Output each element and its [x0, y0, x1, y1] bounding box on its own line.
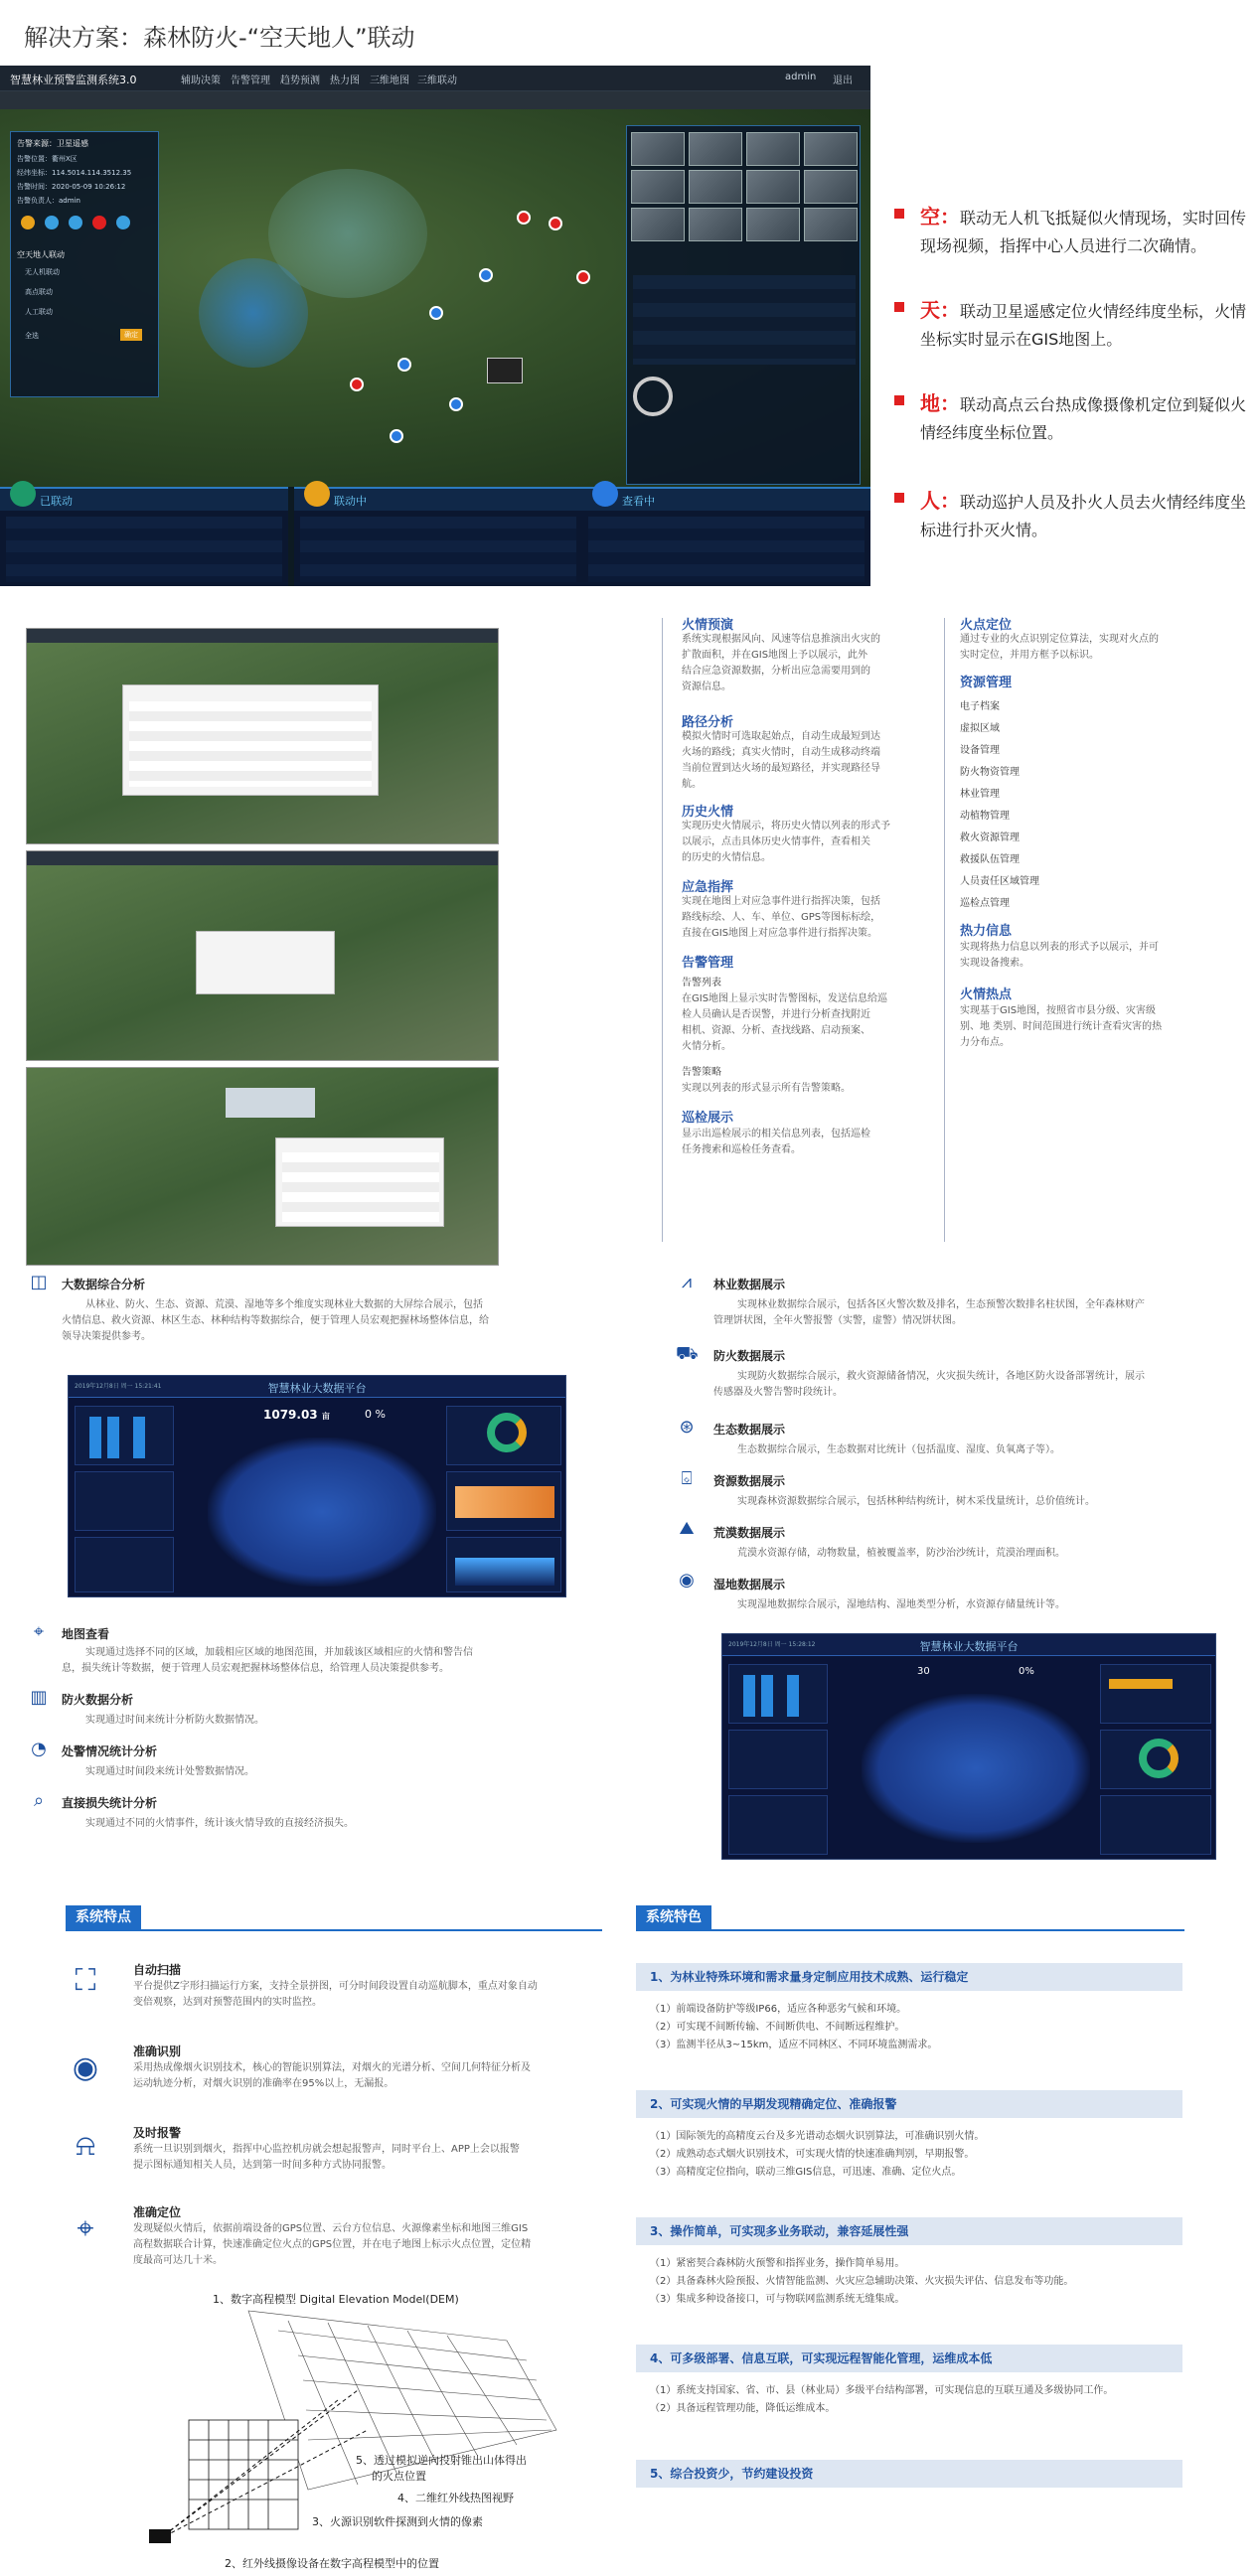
alarm-marker-icon[interactable] [517, 211, 531, 225]
bullet-people [894, 487, 1252, 546]
nav-item[interactable]: 三维地图 [370, 76, 409, 86]
camera-icon[interactable] [45, 216, 59, 229]
bigdata-dashboard [68, 1375, 566, 1597]
bullet-text: 联动卫星遥感定位火情经纬度坐标，火情坐标实时显示在GIS地图上。 [920, 302, 1247, 349]
percent-value: 0% [1019, 1666, 1034, 1677]
screenshot-3d [26, 1067, 499, 1266]
alarm-info-panel [10, 131, 159, 397]
feature-text: 发现疑似火情后，依据前端设备的GPS位置、云台方位信息、火源像素坐标和地图三维GIS 高程数据联合计算，快速准确定位火点的GPS位置，并在电子地图上标示火点位置，定位精 度最高可达几十米。 [133, 2223, 532, 2266]
dialog-list [275, 1137, 444, 1227]
alarm-marker-icon[interactable] [576, 270, 590, 284]
camera-thumb[interactable] [631, 132, 685, 166]
stat-value: 30 [917, 1666, 930, 1677]
alarm-marker-icon[interactable] [549, 217, 562, 230]
feature-heading: 准确定位 [133, 2205, 182, 2219]
section-text: 实现通过时间段来统计处警数据情况。 [85, 1766, 254, 1777]
ir-camera-icon [149, 2529, 171, 2543]
section-text: 实现防火数据综合展示，救火资源储备情况，火灾损失统计，各地区防火设备部署统计，展示 传感器及火警告警时段统计。 [713, 1371, 1145, 1398]
section-heading: 湿地数据展示 [713, 1578, 786, 1591]
section-text: 实现通过时间来统计分析防火数据情况。 [85, 1715, 264, 1726]
building [226, 1088, 315, 1118]
dem-label: 4、二维红外线热图视野 [397, 2492, 514, 2504]
resource-item: 林业管理 [960, 789, 1000, 800]
section-heading: 大数据综合分析 [62, 1278, 146, 1291]
desert-icon: ⛰ [679, 1518, 695, 1539]
linking-list [300, 517, 576, 582]
camera-thumb[interactable] [746, 208, 800, 241]
camera-thumb[interactable] [804, 132, 858, 166]
resource-item: 救火资源管理 [960, 833, 1020, 843]
bullet-key: 天： [920, 298, 960, 322]
camera-marker-icon[interactable] [429, 306, 443, 320]
specialty-heading: 1、为林业特殊环境和需求量身定制应用技术成熟、运行稳定 [636, 1963, 1182, 1991]
resource-item: 动植物管理 [960, 811, 1010, 822]
red-square-icon [894, 302, 904, 312]
dem-label: 1、数字高程模型 Digital Elevation Model(DEM) [213, 2293, 459, 2306]
nav-item[interactable]: 告警管理 [231, 76, 270, 86]
dem-label: 3、火源识别软件探测到火情的像素 [312, 2515, 483, 2528]
fire-icon[interactable] [92, 216, 106, 229]
feature-heading: 自动扫描 [133, 1963, 182, 1977]
nav-item[interactable]: 辅助决策 [181, 76, 221, 86]
coverage-area [199, 258, 308, 368]
dem-label: 2、红外线摄像设备在数字高程模型中的位置 [225, 2557, 439, 2570]
more-icon[interactable] [116, 216, 130, 229]
linkage-option[interactable]: 高点联动 [25, 288, 53, 296]
app-name: 智慧林业预警监测系统3.0 [10, 74, 137, 86]
info-row: 告警时间：2020-05-09 10:26:12 [17, 183, 126, 191]
section-tag: 系统特点 [66, 1905, 141, 1929]
func-heading: 火情热点 [960, 987, 1013, 1002]
timeline-line [944, 618, 945, 1242]
link-icon[interactable] [69, 216, 82, 229]
bullet-key: 空： [920, 205, 960, 228]
firetruck-icon: ⛟ [676, 1343, 699, 1364]
camera-marker-icon[interactable] [449, 397, 463, 411]
specialty-text: （1）国际领先的高精度云台及多光谱动态烟火识别算法，可准确识别火情。 （2）成熟动态式烟火识别技术，可实现火情的快速准确判别，早期报警。 （3）高精度定位指向，联动三维GIS信息，可迅速、准确、定位火点。 [650, 2131, 985, 2178]
linkage-option[interactable]: 人工联动 [25, 308, 53, 316]
bar-mark [787, 1675, 799, 1717]
specialty-text: （1）紧密契合森林防火预警和指挥业务，操作简单易用。 （2）具备森林火险预报、火情智能监测、火灾应急辅助决策、火灾损失评估、信息发布等功能。 （3）集成多种设备接口，可与物联网监测系统无缝集成。 [650, 2258, 1074, 2305]
info-row: 告警位置：衢州X区 [17, 155, 78, 163]
map-toolbar [0, 91, 870, 109]
section-heading: 处警情况统计分析 [62, 1744, 158, 1758]
func-text: 实现将热力信息以列表的形式予以展示，并可 实现设备搜索。 [960, 942, 1159, 969]
area-card [446, 1537, 561, 1592]
exit-button[interactable]: 退出 [833, 76, 853, 86]
camera-thumb[interactable] [689, 132, 742, 166]
location-icon: ⌖ [33, 1621, 45, 1642]
section-text: 生态数据综合展示，生态数据对比统计（包括温度、湿度、负氧离子等）。 [737, 1444, 1060, 1455]
camera-thumb[interactable] [631, 208, 685, 241]
camera-marker-icon[interactable] [390, 429, 403, 443]
stat-card [75, 1406, 174, 1465]
video-panel [626, 125, 861, 485]
func-text: 实现基于GIS地图，按照省市县分级、灾害级 别、地 类别、时间范围进行统计查看灾害的热 力分布点。 [960, 1005, 1163, 1048]
search-doc-icon: ⌕ [33, 1790, 45, 1811]
bar-mark [1109, 1679, 1173, 1689]
section-text: 从林业、防火、生态、资源、荒漠、湿地等多个维度实现林业大数据的大屏综合展示，包括 火情信息、救火资源、林区生态、林种结构等数据综合，便于管理人员宏观把握林场整体信息，给 领导决策提供参考。 [62, 1299, 489, 1342]
play-icon[interactable] [21, 216, 35, 229]
bar-mark [133, 1417, 145, 1458]
func-text: 通过专业的火点识别定位算法，实现对火点的 实时定位，并用方框予以标识。 [960, 634, 1159, 661]
func-text: 显示出巡检展示的相关信息列表，包括巡检 任务搜索和巡检任务查看。 [682, 1129, 870, 1155]
camera-marker-icon[interactable] [397, 358, 411, 372]
nav-item[interactable]: 热力图 [330, 76, 360, 86]
resource-item: 巡检点管理 [960, 898, 1010, 909]
bullet-ground [894, 389, 1252, 449]
confirm-button[interactable]: 确定 [120, 329, 142, 341]
timeline-line [662, 618, 663, 1242]
section-heading: 防火数据展示 [713, 1349, 786, 1363]
bullet-space [894, 296, 1252, 356]
func-heading: 历史火情 [682, 805, 734, 820]
bullet-sky [894, 203, 1252, 262]
tag-underline [66, 1929, 602, 1931]
bar-mark [761, 1675, 773, 1717]
func-heading: 巡检展示 [682, 1111, 734, 1126]
camera-thumb[interactable] [804, 208, 858, 241]
tower-icon [304, 481, 330, 507]
red-square-icon [894, 209, 904, 219]
func-text: 模拟火情时可选取起始点，自动生成最短到达 火场的路线；真实火情时，自动生成移动终端 当前位置到达火场的最短路径，并实现路径导 航。 [682, 731, 880, 790]
drone-icon [10, 481, 36, 507]
chart-icon: ◫ [30, 1272, 48, 1292]
alarm-marker-icon[interactable] [350, 378, 364, 391]
resource-item: 救援队伍管理 [960, 854, 1020, 865]
heat-mark [455, 1486, 554, 1518]
bar-mark [107, 1417, 119, 1458]
specialty-heading: 2、可实现火情的早期发现精确定位、准确报警 [636, 2090, 1182, 2118]
bullet-key: 地： [920, 391, 960, 415]
func-heading: 应急指挥 [682, 880, 734, 895]
func-text: 在GIS地图上显示实时告警图标，发送信息给巡 检人员确认是否误警，并进行分析查找附近 相机、资源、分析、查找线路、启动预案、 火情分析。 [682, 993, 888, 1052]
dem-label: 5、透过模拟逆向投射锥出山体得出 [356, 2454, 527, 2467]
dialog-form [196, 931, 335, 994]
donut-card [1100, 1730, 1211, 1789]
status-panel-linking [294, 487, 582, 586]
area-mark [455, 1558, 554, 1586]
camera-marker-icon[interactable] [479, 268, 493, 282]
bar-chart-icon: ▥ [30, 1687, 48, 1708]
feature-heading: 准确识别 [133, 2045, 182, 2058]
screenshot-path [26, 850, 499, 1061]
resource-icon: ⌺ [681, 1468, 693, 1489]
section-text: 实现湿地数据综合展示，湿地结构、湿地类型分析，水资源存储量统计等。 [737, 1599, 1065, 1610]
func-heading: 火点定位 [960, 618, 1013, 633]
bar-card [1100, 1664, 1211, 1724]
dashboard-title: 智慧林业大数据平台 [919, 1640, 1019, 1653]
app-title-bar [27, 629, 498, 643]
bullet-key: 人： [920, 489, 960, 513]
info-row: 经纬坐标：114.5014.114.3512.35 [17, 169, 132, 177]
tab-linked[interactable]: 已联动 [40, 495, 73, 508]
forest-icon: ⩘ [681, 1272, 693, 1292]
linkage-section: 空天地人联动 [17, 250, 65, 259]
func-text: 系统实现根据风向、风速等信息推演出火灾的 扩散面积，并在GIS地图上予以展示，此外 结合应急资源数据，分析出应急需要用到的 资源信息。 [682, 634, 880, 692]
bar-mark [89, 1417, 101, 1458]
resource-item: 人员责任区域管理 [960, 876, 1039, 887]
feature-text: 平台提供Z字形扫描运行方案，支持全景拼图，可分时间段设置自动巡航脚本，重点对象自动 变倍观察，达到对预警范围内的实时监控。 [133, 1981, 538, 2008]
list-rows [282, 1152, 439, 1222]
dialog-table [122, 684, 379, 796]
user-name[interactable]: admin [785, 72, 817, 82]
bullet-text: 联动高点云台热成像摄像机定位到疑似火情经纬度坐标位置。 [920, 395, 1247, 442]
camera-thumb[interactable] [689, 208, 742, 241]
func-text: 实现以列表的形式显示所有告警策略。 [682, 1083, 851, 1094]
specialty-heading: 4、可多级部署、信息互联，可实现远程智能化管理，运维成本低 [636, 2345, 1182, 2372]
camera-thumb[interactable] [746, 132, 800, 166]
nav-item[interactable]: 趋势预测 [280, 76, 320, 86]
person-icon [592, 481, 618, 507]
app-title-bar [0, 66, 870, 91]
info-row: 告警负责人：admin [17, 197, 80, 205]
region-map[interactable] [862, 1694, 1090, 1843]
specialty-text: （1）系统支持国家、省、市、县（林业局）多级平台结构部署，可实现信息的互联互通及多级协同工作。 （2）具备远程管理功能，降低运维成本。 [650, 2385, 1114, 2414]
section-heading: 资源数据展示 [713, 1474, 786, 1488]
select-all-checkbox[interactable]: 全选 [25, 332, 39, 340]
dashboard-date: 2019年12月8日 周一 15:21:41 [75, 1383, 162, 1390]
total-value: 1079.03 亩 [263, 1408, 330, 1422]
linked-list [6, 517, 282, 582]
camera-thumb[interactable] [631, 170, 685, 204]
app-title-bar [27, 851, 498, 865]
red-square-icon [894, 395, 904, 405]
func-heading: 路径分析 [682, 715, 734, 730]
ir-grid [189, 2420, 298, 2529]
tab-viewing[interactable]: 查看中 [622, 495, 655, 508]
stat-card [1100, 1795, 1211, 1855]
tag-underline [636, 1929, 1184, 1931]
stat-card [75, 1471, 174, 1531]
region-map[interactable] [208, 1438, 436, 1587]
status-panel-linked [0, 487, 288, 586]
section-heading: 林业数据展示 [713, 1278, 786, 1291]
heat-card [446, 1471, 561, 1531]
resource-item: 防火物资管理 [960, 767, 1020, 778]
stat-card [728, 1664, 828, 1724]
stat-card [728, 1795, 828, 1855]
pie-chart-icon: ◔ [31, 1739, 47, 1759]
donut-card [446, 1406, 561, 1465]
section-text: 实现通过选择不同的区域，加载相应区域的地图范围，并加载该区域相应的火情和警告信 息，损失统计等数据，便于管理人员宏观把握林场整体信息，给管理人员决策提供参考。 [62, 1647, 473, 1674]
section-text: 荒漠水资源存储，动物数量，植被覆盖率，防沙治沙统计，荒漠治理面积。 [737, 1548, 1065, 1559]
page-title: 解决方案：森林防火-“空天地人”联动 [24, 24, 415, 52]
ecology-icon: ⊛ [679, 1417, 695, 1438]
status-panel-viewing [582, 487, 870, 586]
func-text: 实现在地图上对应急事件进行指挥决策，包括 路线标绘、人、车、单位、GPS等图标标绘， 直接在GIS地图上对应急事件进行指挥决策。 [682, 896, 881, 939]
specialty-heading: 3、操作简单，可实现多业务联动，兼容延展性强 [636, 2217, 1182, 2245]
dashboard-title: 智慧林业大数据平台 [267, 1382, 367, 1395]
section-text: 实现森林资源数据综合展示，包括林种结构统计，树木采伐量统计，总价值统计。 [737, 1496, 1095, 1507]
specialty-text: （1）前端设备防护等级IP66，适应各种恶劣气候和环境。 （2）可实现不间断传输、不间断供电、不间断远程维护。 （3）监测半径从3~15km，适应不同林区、不同环境监测需求。 [650, 2004, 938, 2050]
func-heading: 资源管理 [960, 676, 1013, 690]
wetland-icon: ◉ [679, 1570, 695, 1591]
donut-mark [487, 1413, 527, 1452]
func-sub: 告警列表 [682, 978, 721, 988]
red-square-icon [894, 493, 904, 503]
ptz-control-icon[interactable] [633, 377, 673, 416]
dem-label: 的火点位置 [372, 2470, 426, 2483]
percent-value: 0 % [365, 1408, 386, 1421]
func-heading: 热力信息 [960, 924, 1013, 939]
forest-dashboard [721, 1633, 1216, 1860]
bullet-text: 联动无人机飞抵疑似火情现场，实时回传现场视频，指挥中心人员进行二次确情。 [920, 209, 1247, 255]
section-text: 实现通过不同的火情事件，统计该火情导致的直接经济损失。 [85, 1818, 354, 1829]
specialty-heading: 5、综合投资少，节约建设投资 [636, 2460, 1182, 2488]
screenshot-fire-sim [26, 628, 499, 844]
section-heading: 生态数据展示 [713, 1423, 786, 1437]
scan-icon: ⛶ [75, 1963, 96, 1998]
tab-linking[interactable]: 联动中 [334, 495, 367, 508]
table-rows [129, 701, 372, 787]
bullet-text: 联动巡护人员及扑火人员去火情经纬度坐标进行扑灭火情。 [920, 493, 1247, 539]
alarm-table [633, 275, 856, 365]
section-tag: 系统特色 [636, 1905, 711, 1929]
resource-item: 虚拟区域 [960, 723, 1000, 734]
section-heading: 直接损失统计分析 [62, 1796, 158, 1810]
stat-card [75, 1537, 174, 1592]
nav-item[interactable]: 三维联动 [417, 76, 457, 86]
func-sub: 告警策略 [682, 1067, 721, 1078]
stat-card [728, 1730, 828, 1789]
panel-title: 告警来源：卫星遥感 [17, 139, 88, 148]
feature-text: 采用热成像烟火识别技术，核心的智能识别算法，对烟火的光谱分析、空间几何特征分析及 运动轨迹分析，对烟火识别的准确率在95%以上，无漏报。 [133, 2062, 531, 2089]
resource-item: 电子档案 [960, 701, 1000, 712]
hero-screenshot [0, 66, 870, 586]
viewing-list [588, 517, 865, 582]
feature-heading: 及时报警 [133, 2126, 182, 2140]
drone-popup[interactable] [487, 358, 523, 383]
func-heading: 告警管理 [682, 956, 734, 971]
eye-icon: ◉ [72, 2050, 99, 2085]
resource-item: 设备管理 [960, 745, 1000, 756]
action-icons [21, 216, 140, 235]
bar-mark [743, 1675, 755, 1717]
section-heading: 地图查看 [62, 1627, 110, 1641]
func-heading: 火情预演 [682, 618, 734, 633]
section-heading: 防火数据分析 [62, 1693, 134, 1707]
section-text: 实现林业数据综合展示，包括各区火警次数及排名，生态预警次数排名柱状图，全年森林财产 管理饼状图，全年火警报警（实警，虚警）情况饼状图。 [713, 1299, 1145, 1326]
func-text: 实现历史火情展示，将历史火情以列表的形式予 以展示，点击具体历史火情事件，查看相关 的历史的火情信息。 [682, 821, 890, 863]
section-heading: 荒漠数据展示 [713, 1526, 786, 1540]
map-pin-icon: ⌖ [77, 2211, 94, 2246]
feature-text: 系统一旦识别到烟火，指挥中心监控机房就会想起报警声，同时平台上、APP上会以报警 提示图标通知相关人员，达到第一时间多种方式协同报警。 [133, 2144, 520, 2171]
dashboard-date: 2019年12月8日 周一 15:28:12 [728, 1641, 816, 1648]
linkage-option[interactable]: 无人机联动 [25, 268, 60, 276]
donut-mark [1139, 1739, 1179, 1778]
camera-thumb[interactable] [689, 170, 742, 204]
camera-thumb[interactable] [804, 170, 858, 204]
alarm-bell-icon: ⍾ [76, 2128, 95, 2163]
camera-thumb[interactable] [746, 170, 800, 204]
